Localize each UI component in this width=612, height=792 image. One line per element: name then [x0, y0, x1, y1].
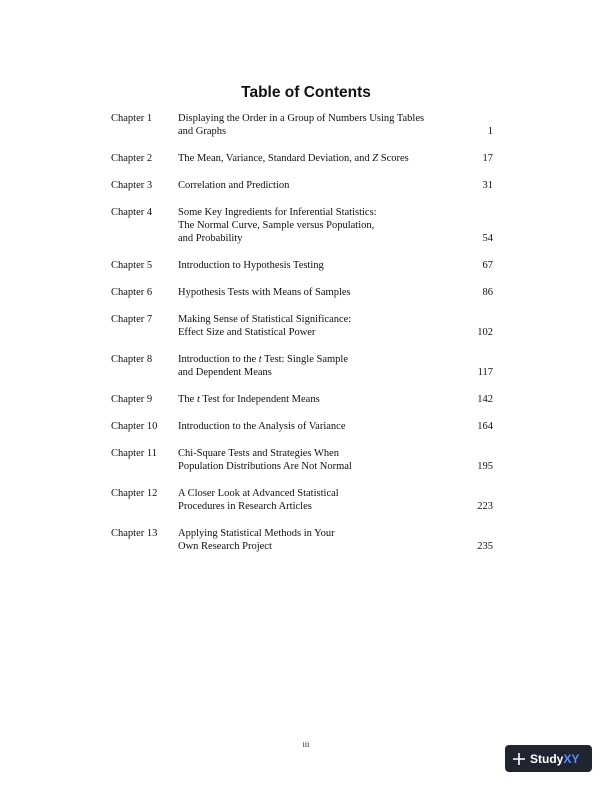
chapter-title-line: Population Distributions Are Not Normal: [178, 461, 352, 472]
toc-entry: [0, 527, 612, 553]
chapter-label: Chapter 4: [111, 207, 153, 218]
toc-entry: [0, 420, 612, 433]
chapter-title-line: The Normal Curve, Sample versus Population,: [178, 220, 375, 231]
page-number: 31: [482, 180, 493, 191]
toc-entry: [0, 313, 612, 339]
badge-brand-name: Study: [530, 751, 564, 766]
page-number: 54: [482, 233, 493, 244]
page-number: 67: [482, 260, 493, 271]
toc-entry: [0, 206, 612, 245]
chapter-title-line: Own Research Project: [178, 541, 272, 552]
page-title: Table of Contents: [241, 84, 371, 101]
chapter-title-line: Procedures in Research Articles: [178, 501, 312, 512]
chapter-label: Chapter 11: [111, 448, 157, 459]
chapter-label: Chapter 1: [111, 113, 153, 124]
chapter-title: [178, 112, 458, 138]
page-number: 164: [477, 421, 493, 432]
chapter-title-line: Introduction to Hypothesis Testing: [178, 260, 324, 271]
chapter-title-line: A Closer Look at Advanced Statistical: [178, 488, 339, 499]
toc-entry: [0, 179, 612, 192]
chapter-title-line: Making Sense of Statistical Significance:: [178, 314, 352, 325]
chapter-label: Chapter 13: [111, 528, 158, 539]
chapter-title-line: and Graphs: [178, 126, 227, 137]
chapter-title-line: and Dependent Means: [178, 367, 272, 378]
chapter-label: Chapter 12: [111, 488, 158, 499]
chapter-title: [178, 393, 458, 406]
chapter-title-line: Introduction to the Analysis of Variance: [178, 421, 346, 432]
chapter-title: [178, 152, 458, 165]
page-number: 142: [477, 394, 493, 405]
page-number: 223: [477, 501, 493, 512]
page-number: 102: [477, 327, 493, 338]
chapter-title-line: Displaying the Order in a Group of Numbers Using Tables: [178, 113, 425, 124]
toc-entry: [0, 447, 612, 473]
page-number: 117: [477, 367, 493, 378]
page-number: 1: [487, 126, 493, 137]
chapter-label: Chapter 6: [111, 287, 153, 298]
chapter-title: [178, 206, 458, 245]
chapter-label: Chapter 10: [111, 421, 158, 432]
footer-page-number: iii: [302, 740, 310, 749]
toc-entry: [0, 487, 612, 513]
chapter-label: Chapter 9: [111, 394, 153, 405]
table-of-contents: [0, 112, 612, 567]
chapter-label: Chapter 5: [111, 260, 153, 271]
chapter-title-line: The Mean, Variance, Standard Deviation, and Z Scores: [178, 153, 409, 164]
chapter-title-line: Some Key Ingredients for Inferential Statistics:: [178, 207, 377, 218]
studyxy-badge[interactable]: [505, 745, 592, 772]
chapter-title-line: Effect Size and Statistical Power: [178, 327, 316, 338]
chapter-label: Chapter 7: [111, 314, 153, 325]
chapter-title-line: and Probability: [178, 233, 243, 244]
page-number: 17: [482, 153, 493, 164]
toc-entry: [0, 353, 612, 379]
chapter-title: [178, 353, 458, 379]
chapter-title-line: Correlation and Prediction: [178, 180, 290, 191]
chapter-title: [178, 487, 458, 513]
toc-entry: [0, 286, 612, 299]
chapter-title: [178, 527, 458, 553]
page-number: 195: [477, 461, 493, 472]
toc-entry: [0, 112, 612, 138]
chapter-title: [178, 259, 458, 272]
chapter-label: Chapter 2: [111, 153, 153, 164]
toc-entry: [0, 259, 612, 272]
chapter-title-line: Chi-Square Tests and Strategies When: [178, 448, 340, 459]
page-number: 235: [477, 541, 493, 552]
chapter-title-line: The t Test for Independent Means: [178, 394, 320, 405]
chapter-title: [178, 179, 458, 192]
chapter-title: [178, 286, 458, 299]
chapter-title: [178, 447, 458, 473]
chapter-label: Chapter 8: [111, 354, 153, 365]
chapter-title-line: Applying Statistical Methods in Your: [178, 528, 335, 539]
chapter-title-line: Hypothesis Tests with Means of Samples: [178, 287, 351, 298]
badge-brand-accent: XY: [563, 751, 580, 766]
chapter-label: Chapter 3: [111, 180, 153, 191]
toc-entry: [0, 393, 612, 406]
chapter-title-line: Introduction to the t Test: Single Sample: [178, 354, 348, 365]
toc-entry: [0, 152, 612, 165]
plus-icon: [512, 752, 526, 766]
chapter-title: [178, 313, 458, 339]
page-number: 86: [482, 287, 493, 298]
chapter-title: [178, 420, 458, 433]
